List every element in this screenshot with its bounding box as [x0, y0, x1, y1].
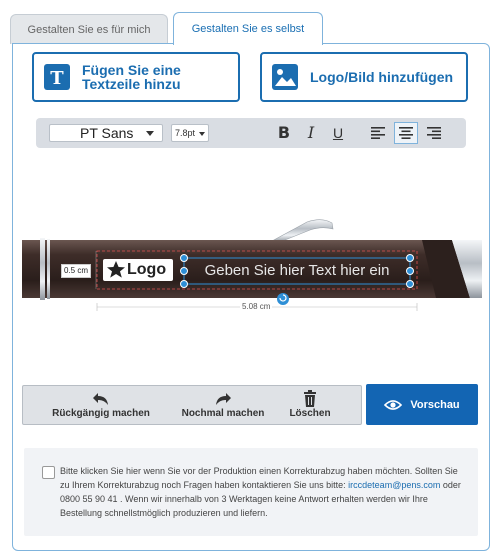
engraving-text[interactable]: Geben Sie hier Text hier ein — [204, 262, 390, 279]
proof-text-part1: Bitte klicken Sie hier wenn Sie vor der Produktion einen Korrekturabzug haben möchten. Sollten Sie zu Ihrem Korrekturabzug noch Fragen haben kontaktieren Sie uns bitte: — [60, 466, 458, 490]
tab-design-yourself[interactable]: Gestalten Sie es selbst — [173, 12, 323, 45]
font-size-value: 7.8pt — [175, 128, 196, 138]
height-label: 0.5 cm — [61, 264, 91, 278]
underline-button[interactable]: U — [332, 125, 344, 141]
proof-text-part2: oder 0800 55 90 41 . Wenn wir innerhalb von 3 Werktagen keine Antwort erhalten werden wir Ihre Bestellung schnellstmöglich produzieren und liefern. — [60, 480, 461, 518]
resize-handle-br[interactable] — [407, 281, 414, 288]
add-logo-label: Logo/Bild hinzufügen — [310, 69, 454, 85]
trash-icon — [303, 390, 317, 408]
width-label: 5.08 cm — [242, 302, 271, 311]
proof-request-text — [60, 464, 466, 520]
eye-icon — [384, 399, 402, 411]
undo-icon — [91, 390, 111, 408]
proof-request-box — [24, 448, 478, 536]
redo-button[interactable] — [173, 390, 273, 422]
redo-label: Nochmal machen — [181, 408, 265, 419]
undo-label: Rückgängig machen — [52, 408, 150, 419]
preview-button[interactable] — [366, 384, 478, 425]
redo-icon — [213, 390, 233, 408]
add-text-line-label: Fügen Sie eine Textzeile hinzu — [82, 62, 181, 92]
history-action-bar — [22, 385, 362, 425]
delete-button[interactable] — [285, 390, 335, 422]
svg-text:T: T — [50, 68, 64, 89]
tab-design-for-me[interactable]: Gestalten Sie es für mich — [10, 14, 168, 44]
logo-badge-label: Logo — [127, 261, 167, 278]
undo-button[interactable] — [51, 390, 151, 422]
delete-label: Löschen — [289, 408, 331, 419]
italic-button[interactable]: I — [307, 123, 315, 142]
font-family-value: PT Sans — [80, 125, 134, 141]
bold-button[interactable]: B — [277, 123, 291, 142]
resize-handle-bl[interactable] — [181, 281, 188, 288]
proof-request-checkbox[interactable] — [42, 466, 55, 479]
contact-email-link[interactable]: irccdeteam@pens.com — [348, 480, 441, 490]
preview-label: Vorschau — [410, 398, 460, 411]
